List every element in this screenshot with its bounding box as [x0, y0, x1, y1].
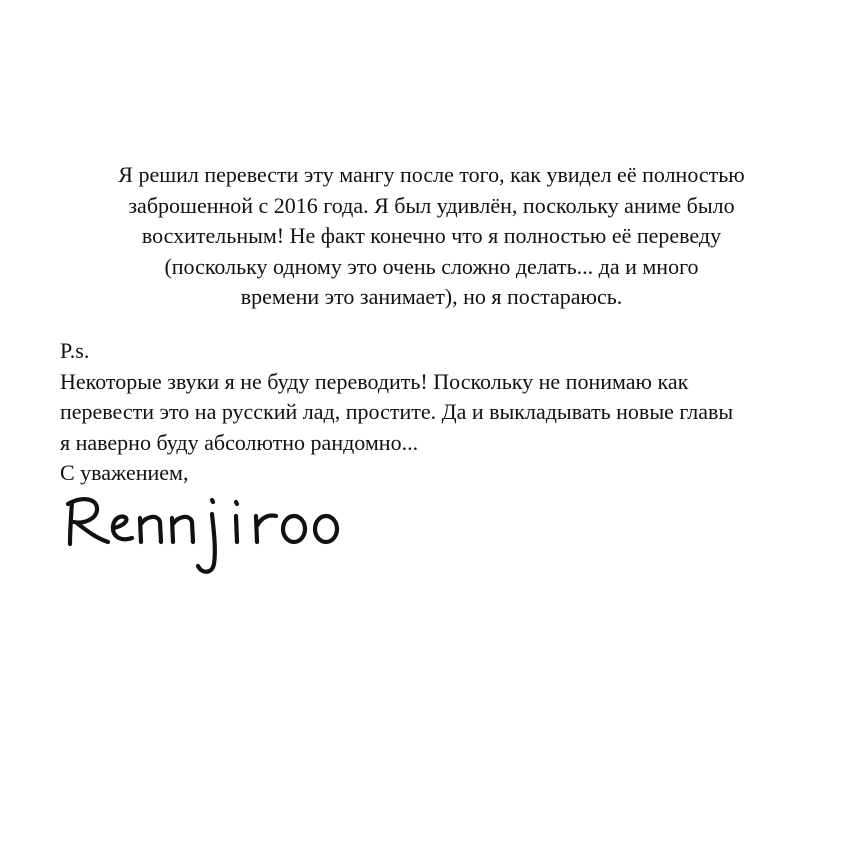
closing-text: С уважением,: [60, 460, 189, 485]
intro-paragraph: [20, 160, 843, 313]
handwritten-signature: [62, 488, 352, 580]
ps-line: Некоторые звуки я не буду переводить! Поскольку не понимаю как: [60, 368, 689, 394]
intro-line: восхительным! Не факт конечно что я полностью её переведу: [141, 223, 722, 248]
postscript: [60, 336, 860, 489]
ps-line: я наверно буду абсолютно рандомно...: [60, 429, 419, 455]
intro-line: Я решил перевести эту мангу после того, как увидел её полностью: [118, 162, 745, 187]
intro-line: (поскольку одному это очень сложно делать... да и много: [164, 253, 699, 279]
ps-line: перевести это на русский лад, простите. Да и выкладывать новые главы: [60, 399, 734, 424]
ps-label: P.s.: [60, 338, 90, 363]
intro-line: времени это занимает), но я постараюсь.: [240, 284, 623, 309]
intro-line: заброшенной с 2016 года. Я был удивлён, поскольку аниме было: [128, 192, 735, 218]
